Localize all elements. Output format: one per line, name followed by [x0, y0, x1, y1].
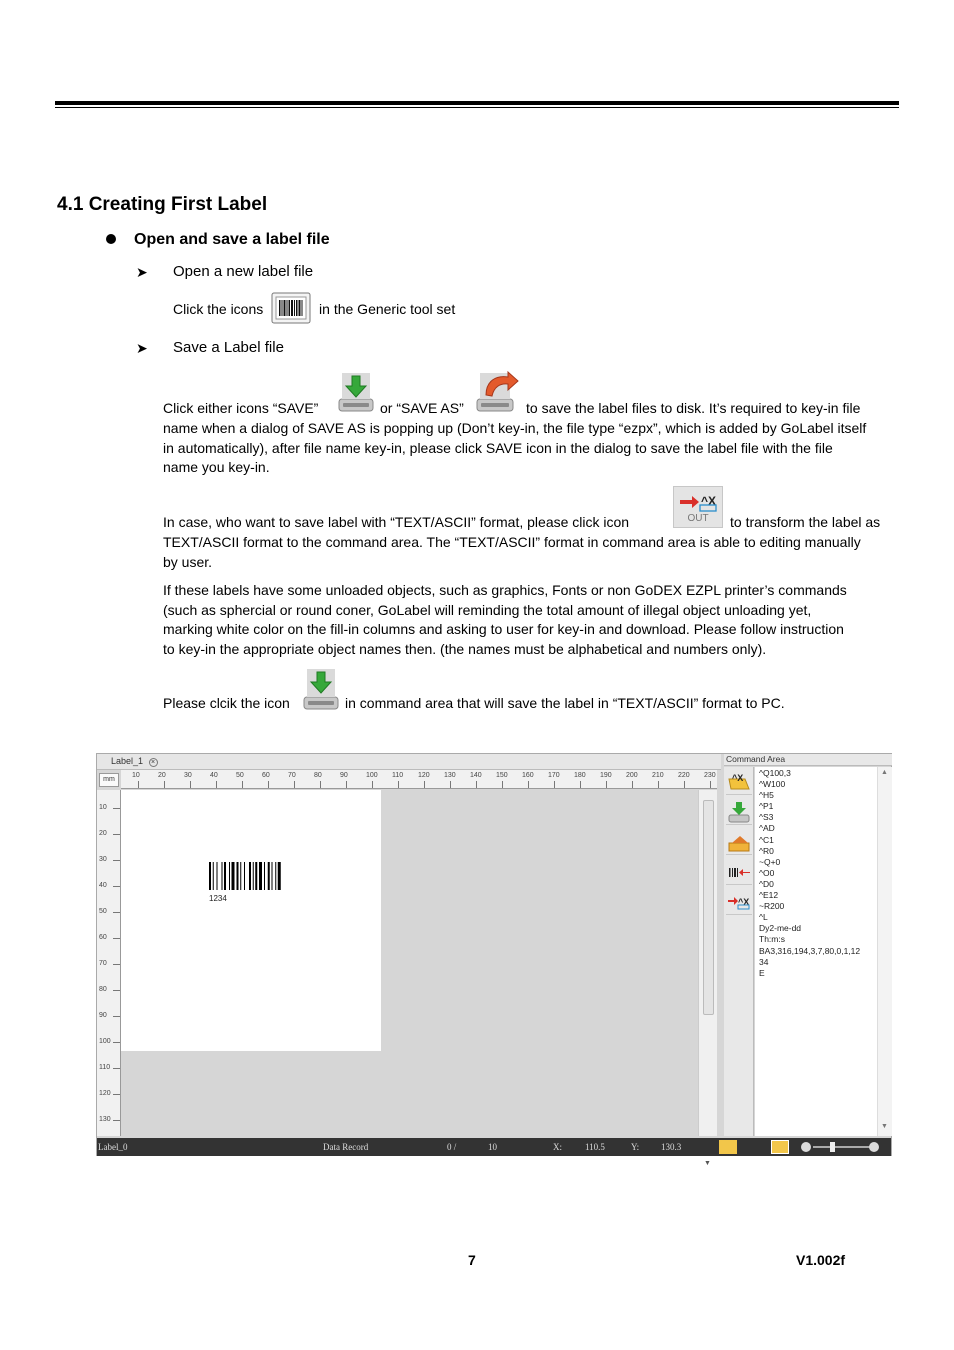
command-line: ^Q100,3: [759, 768, 791, 778]
command-line: ~Q+0: [759, 856, 781, 867]
list-toggle-icon[interactable]: [771, 1140, 789, 1154]
status-label: Label_0: [98, 1142, 128, 1152]
ruler-tick-mark: [113, 1042, 120, 1043]
grid-toggle-icon[interactable]: [719, 1140, 737, 1154]
ruler-tick-label: 120: [418, 772, 430, 779]
ruler-tick-label: 100: [366, 772, 378, 779]
ruler-tick-mark: [113, 834, 120, 835]
ruler-tick-label: 80: [99, 986, 107, 993]
ruler-tick-label: 70: [288, 772, 296, 779]
bullet-heading: Open and save a label file: [134, 231, 330, 248]
ruler-tick-mark: [502, 781, 503, 788]
p4-before: Please clcik the icon: [163, 695, 290, 711]
ruler-tick-mark: [268, 781, 269, 788]
p2-line2: TEXT/ASCII format to the command area. The “TEXT/ASCII” format in command area is able to editing manually: [163, 534, 861, 550]
barcode-bar: [275, 862, 276, 890]
save-ascii-icon[interactable]: [301, 667, 341, 714]
p2-rest: [163, 533, 896, 572]
svg-text:^X: ^X: [732, 773, 744, 783]
command-line: ~R200: [759, 901, 785, 912]
ruler-tick-label: 230: [704, 772, 716, 779]
barcode-bar: [224, 862, 226, 890]
header-rule-thick: [55, 101, 899, 105]
barcode-text: 1234: [209, 894, 227, 903]
svg-text:^X: ^X: [701, 494, 717, 508]
arrow-bullet-icon: ➤: [136, 340, 148, 356]
section-title: 4.1 Creating First Label: [57, 194, 268, 215]
vertical-ruler: [97, 790, 121, 1136]
out-label: OUT: [687, 513, 709, 524]
p1-line3: in automatically), after file name key-in, please click SAVE icon in the dialog to save the label file with the file: [163, 439, 833, 456]
svg-text:^X: ^X: [738, 897, 750, 907]
p1-line1: [163, 371, 896, 416]
ruler-tick-mark: [113, 938, 120, 939]
p1-line2: name when a dialog of SAVE AS is popping up (Don’t key-in, the file type “ezpx”, which is added by GoLabel itself: [163, 420, 867, 436]
command-line: ^R0: [759, 845, 774, 856]
ruler-tick-label: 180: [574, 772, 586, 779]
command-text-area[interactable]: [755, 767, 877, 1136]
command-scrollbar[interactable]: [877, 767, 892, 1136]
import-command-icon[interactable]: [726, 769, 752, 795]
ruler-tick-label: 20: [99, 830, 107, 837]
barcode-bar: [222, 862, 223, 890]
transform-out-icon[interactable]: [673, 486, 723, 528]
ruler-tick-label: 130: [99, 1116, 111, 1123]
barcode-bar: [229, 862, 230, 890]
ruler-tick-label: 160: [522, 772, 534, 779]
command-toolbar: [724, 767, 754, 1136]
ruler-tick-mark: [554, 781, 555, 788]
p2-text-b: to transform the label as: [730, 514, 881, 530]
ruler-tick-label: 40: [210, 772, 218, 779]
ruler-tick-label: 90: [340, 772, 348, 779]
ruler-tick-mark: [294, 781, 295, 788]
ruler-tick-mark: [113, 1094, 120, 1095]
status-y-label: Y:: [631, 1142, 640, 1152]
ruler-tick-label: 150: [496, 772, 508, 779]
status-data-record: Data Record: [323, 1142, 369, 1152]
ruler-tick-mark: [216, 781, 217, 788]
ruler-tick-label: 140: [470, 772, 482, 779]
ruler-tick-label: 70: [99, 960, 107, 967]
ruler-tick-label: 50: [236, 772, 244, 779]
barcode-bar: [255, 862, 257, 890]
p4-after: in command area that will save the label in “TEXT/ASCII” format to PC.: [345, 695, 785, 711]
ruler-tick-mark: [476, 781, 477, 788]
barcode-bar: [244, 862, 245, 890]
p1-text-b: or “SAVE AS”: [380, 400, 464, 416]
ruler-tick-mark: [113, 860, 120, 861]
ruler-tick-mark: [398, 781, 399, 788]
ruler-tick-label: 40: [99, 882, 107, 889]
p3: [163, 581, 896, 659]
bullet-dot: [106, 234, 116, 244]
p3-line4: to key-in the appropriate object names then. (the names must be alphabetical and numbers only).: [163, 640, 767, 657]
ruler-tick-mark: [190, 781, 191, 788]
ruler-tick-label: 80: [314, 772, 322, 779]
golabel-screenshot: [96, 753, 892, 1167]
ruler-tick-mark: [164, 781, 165, 788]
p2-text-a: In case, who want to save label with “TEXT/ASCII” format, please click icon: [163, 514, 630, 530]
ruler-tick-mark: [113, 912, 120, 913]
ruler-tick-label: 210: [652, 772, 664, 779]
save-command-icon[interactable]: [726, 799, 752, 825]
ruler-tick-mark: [242, 781, 243, 788]
zoom-slider[interactable]: [813, 1146, 871, 1148]
command-line: Dy2-me-dd: [759, 923, 802, 934]
tab-close-icon[interactable]: ×: [149, 758, 158, 767]
save-as-icon[interactable]: [474, 369, 520, 416]
ruler-tick-label: 10: [132, 772, 140, 779]
ruler-tick-label: 220: [678, 772, 690, 779]
barcode-to-label-icon[interactable]: [726, 859, 752, 885]
ruler-tick-mark: [424, 781, 425, 788]
ruler-tick-mark: [113, 1016, 120, 1017]
ruler-tick-label: 130: [444, 772, 456, 779]
barcode-bar: [249, 862, 251, 890]
barcode-bar: [253, 862, 254, 890]
p1-text-a: Click either icons “SAVE”: [163, 400, 319, 416]
scroll-down-icon[interactable]: ▼: [881, 1123, 888, 1130]
ruler-tick-mark: [710, 781, 711, 788]
ruler-tick-label: 190: [600, 772, 612, 779]
barcode-bar: [240, 862, 241, 890]
barcode-bar: [213, 862, 214, 890]
ruler-tick-mark: [138, 781, 139, 788]
command-line: 34: [759, 956, 769, 967]
ruler-tick-mark: [684, 781, 685, 788]
ruler-tick-label: 200: [626, 772, 638, 779]
ruler-tick-mark: [658, 781, 659, 788]
status-bar: [97, 1138, 891, 1156]
tab-label-text: Label_1: [111, 756, 144, 766]
ruler-tick-mark: [113, 990, 120, 991]
ruler-tick-mark: [113, 1068, 120, 1069]
barcode-bar: [237, 862, 239, 890]
command-line: ^O0: [759, 867, 775, 878]
save-icon[interactable]: [336, 371, 376, 416]
ruler-tick-label: 170: [548, 772, 560, 779]
p3-line3: marking white color on the fill-in columns and asking to user for key-in and download. Please follow instruction: [163, 621, 844, 637]
barcode-bar: [259, 862, 262, 890]
ruler-tick-label: 10: [99, 804, 107, 811]
status-record-total: 10: [488, 1142, 497, 1152]
status-x-label: X:: [553, 1142, 562, 1152]
command-line: ^C1: [759, 834, 774, 845]
barcode-bar: [264, 862, 265, 890]
ruler-tick-mark: [528, 781, 529, 788]
p3-line1: If these labels have some unloaded objects, such as graphics, Fonts or non GoDEX EZPL printer’s commands: [163, 582, 847, 598]
zoom-slider-handle[interactable]: [830, 1142, 835, 1152]
ruler-tick-label: 20: [158, 772, 166, 779]
status-x-value: 110.5: [585, 1142, 605, 1152]
status-y-value: 130.3: [661, 1142, 682, 1152]
command-line: ^D0: [759, 878, 774, 889]
p1-rest: [163, 419, 896, 478]
command-line: ^P1: [759, 801, 774, 812]
zoom-out-icon[interactable]: [801, 1142, 811, 1152]
status-record-pos: 0 /: [447, 1142, 457, 1152]
page-number: 7: [468, 1252, 476, 1268]
header-rule-thin: [55, 107, 899, 108]
p2-line1: [163, 486, 896, 528]
ruler-tick-label: 100: [99, 1038, 111, 1045]
command-line: Th:m:s: [759, 934, 785, 945]
command-area-title: Command Area: [724, 754, 892, 766]
sub2-title: Save a Label file: [173, 339, 284, 356]
version: V1.002f: [796, 1252, 846, 1268]
ruler-tick-label: 90: [99, 1012, 107, 1019]
p2-line3: by user.: [163, 553, 213, 570]
ruler-tick-mark: [580, 781, 581, 788]
command-line: ^W100: [759, 779, 786, 790]
ruler-tick-label: 60: [99, 934, 107, 941]
command-line: ^AD: [759, 823, 775, 834]
transform-ascii-icon[interactable]: [726, 889, 752, 915]
barcode-bar: [217, 862, 218, 890]
command-line: ^H5: [759, 790, 774, 801]
ruler-tick-label: 110: [392, 772, 404, 779]
label-canvas[interactable]: [121, 790, 381, 1051]
scrollbar-thumb[interactable]: [703, 800, 714, 1015]
command-line: BA3,316,194,3,7,80,0,1,12: [759, 945, 861, 956]
ruler-tick-mark: [632, 781, 633, 788]
barcode-bar: [268, 862, 270, 890]
scroll-down-icon[interactable]: ▼: [704, 1160, 711, 1167]
p4: [163, 667, 896, 711]
command-line: E: [759, 967, 765, 978]
barcode-bar: [209, 862, 211, 890]
ruler-tick-mark: [450, 781, 451, 788]
p1-text-c: to save the label files to disk. It’s required to key-in file: [526, 400, 861, 416]
ruler-tick-mark: [606, 781, 607, 788]
send-to-printer-icon[interactable]: [726, 829, 752, 855]
ruler-unit-button[interactable]: mm: [99, 773, 119, 787]
ruler-tick-mark: [113, 1120, 120, 1121]
command-line: ^S3: [759, 812, 774, 823]
barcode-bar: [278, 862, 281, 890]
sub1-title: Open a new label file: [173, 263, 314, 280]
ruler-tick-mark: [346, 781, 347, 788]
ruler-tick-label: 110: [99, 1064, 111, 1071]
ruler-tick-mark: [113, 886, 120, 887]
ruler-tick-label: 120: [99, 1090, 111, 1097]
command-line: ^L: [759, 912, 768, 923]
command-line: ^E12: [759, 890, 779, 901]
zoom-in-icon[interactable]: [869, 1142, 879, 1152]
barcode-object[interactable]: [209, 862, 293, 903]
barcode-bar: [272, 862, 273, 890]
ruler-tick-label: 60: [262, 772, 270, 779]
canvas-vertical-scrollbar[interactable]: [698, 790, 717, 1167]
barcode-bar: [232, 862, 235, 890]
horizontal-ruler: [121, 770, 717, 789]
sub1-text: [173, 292, 455, 324]
ruler-tick-label: 50: [99, 908, 107, 915]
ruler-tick-mark: [372, 781, 373, 788]
scroll-up-icon[interactable]: ▲: [881, 769, 888, 776]
new-label-barcode-icon[interactable]: [271, 292, 311, 324]
ruler-tick-mark: [113, 964, 120, 965]
sub1-after: in the Generic tool set: [319, 301, 456, 317]
ruler-tick-mark: [320, 781, 321, 788]
arrow-bullet-icon: ➤: [136, 264, 148, 280]
ruler-tick-mark: [113, 808, 120, 809]
p3-line2: (such as sphercial or round coner, GoLabel will reminding the total amount of illegal object unloading yet,: [163, 601, 812, 618]
ruler-tick-label: 30: [99, 856, 107, 863]
sub1-before: Click the icons: [173, 301, 264, 317]
tab-bar: [97, 754, 721, 770]
ruler-tick-label: 30: [184, 772, 192, 779]
p1-line4: name you key-in.: [163, 459, 270, 475]
tab-label-1[interactable]: [111, 754, 158, 770]
